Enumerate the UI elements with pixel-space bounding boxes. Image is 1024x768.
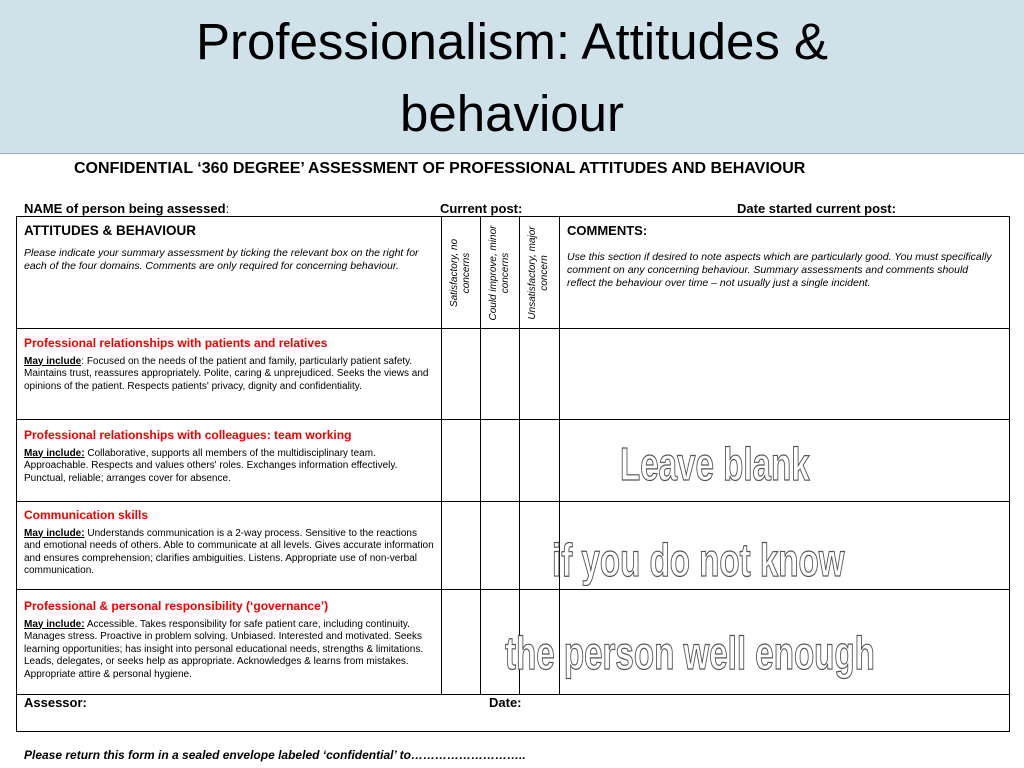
comments-header-cell	[567, 225, 997, 290]
tick-box-satisfactory[interactable]	[442, 502, 479, 588]
name-label-colon: :	[225, 201, 230, 216]
watermark-line2: if you do not know	[552, 534, 845, 586]
domain-row	[24, 337, 434, 393]
may-include-label: May include:	[24, 527, 85, 539]
col-unsatisfactory-header: Unsatisfactory, major concern	[527, 226, 550, 320]
comments-title: COMMENTS:	[567, 223, 648, 238]
watermark-line3: the person well enough	[505, 627, 875, 679]
domain-text: Collaborative, supports all members of the multidisciplinary team. Approachable. Respects and values others' roles. Exchanges information effectively. Punctual, reliable; arranges cover for absence.	[24, 447, 398, 484]
header-cell	[24, 225, 434, 273]
domain-row	[24, 429, 434, 485]
date-started-label: Date started current post:	[737, 201, 896, 216]
form-title: CONFIDENTIAL ‘360 DEGREE’ ASSESSMENT OF PROFESSIONAL ATTITUDES AND BEHAVIOUR	[74, 160, 806, 177]
tick-box-could-improve[interactable]	[481, 329, 518, 418]
watermark-line1: Leave blank	[620, 438, 810, 490]
slide-title-band	[0, 0, 1024, 154]
domain-title: Professional relationships with patients and relatives	[24, 336, 328, 350]
tick-box-satisfactory[interactable]	[442, 329, 479, 418]
domain-description	[24, 619, 434, 682]
tick-box-satisfactory[interactable]	[442, 590, 479, 693]
domain-title: Professional relationships with colleagues: team working	[24, 428, 352, 442]
comments-instructions: Use this section if desired to note aspects which are particularly good. You must specifically comment on any concerning behaviour. Summary assessments and comments should reflect the behaviour over time – not usually just a single incident.	[567, 250, 992, 289]
header-title: ATTITUDES & BEHAVIOUR	[24, 223, 196, 238]
domain-row	[24, 600, 434, 681]
tick-box-unsatisfactory[interactable]	[520, 420, 558, 500]
domain-description: May include: Focused on the needs of the patient and family, particularly patient safety. Maintains trust, reassures appropriately. Polite, caring & unprejudiced. Seeks the views and opinions of the patient. Respects patients' privacy, dignity and confidentiality.	[24, 355, 429, 392]
domain-text: Focused on the needs of the patient and family, particularly patient safety. Maintains trust, reassures appropriately. Polite, caring & unprejudiced. Seeks the views and opinions of the patient. Respects patients' privacy, dignity and confidentiality.	[24, 355, 429, 392]
tick-box-could-improve[interactable]	[481, 502, 518, 588]
tick-box-could-improve[interactable]	[481, 420, 518, 500]
domain-title: Professional & personal responsibility (‘governance’)	[24, 599, 329, 613]
may-include-label: May include:	[24, 618, 85, 630]
date-label: Date:	[489, 695, 522, 710]
current-post-label: Current post:	[440, 201, 523, 216]
domain-title: Communication skills	[24, 508, 149, 522]
name-field-label	[24, 201, 229, 216]
name-label-text: NAME of person being assessed	[24, 201, 226, 216]
col-could-improve-header: Could improve, minor concerns	[488, 225, 511, 321]
domain-description	[24, 528, 434, 578]
header-instructions: Please indicate your summary assessment by ticking the relevant box on the right for each of the four domains. Comments are only required for concerning behaviour.	[24, 246, 419, 272]
slide-title-line2: behaviour	[400, 85, 624, 142]
domain-text: Accessible. Takes responsibility for safe patient care, including continuity. Manages stress. Proactive in problem solving. Unbiased. Interested and motivated. Seeks learning opportunities; has insight into personal educational needs, strengths & limitations. Leads, delegates, or seeks help as appropriate. Acknowledges & learns from mistakes. Appropriate attire & personal hygiene.	[24, 618, 424, 680]
tick-box-satisfactory[interactable]	[442, 420, 479, 500]
may-include-label: May include:	[24, 447, 85, 459]
return-instruction: Please return this form in a sealed envelope labeled ‘confidential’ to………………………..	[24, 748, 526, 762]
col-satisfactory-header: Satisfactory, no concerns	[449, 238, 472, 308]
domain-text: Understands communication is a 2-way process. Sensitive to the reactions and emotional needs of others. Able to communicate at all levels. Gives accurate information and ensures comprehension; clarifies ambiguities. Listens. Appropriate use of non-verbal communication.	[24, 527, 434, 576]
tick-box-unsatisfactory[interactable]	[520, 329, 558, 418]
may-include-label: May include	[24, 355, 82, 367]
slide-title-line1: Professionalism: Attitudes &	[195, 13, 829, 70]
domain-row	[24, 509, 434, 578]
comments-box[interactable]	[560, 329, 1008, 418]
assessor-label: Assessor:	[24, 695, 87, 710]
domain-description	[24, 448, 434, 486]
